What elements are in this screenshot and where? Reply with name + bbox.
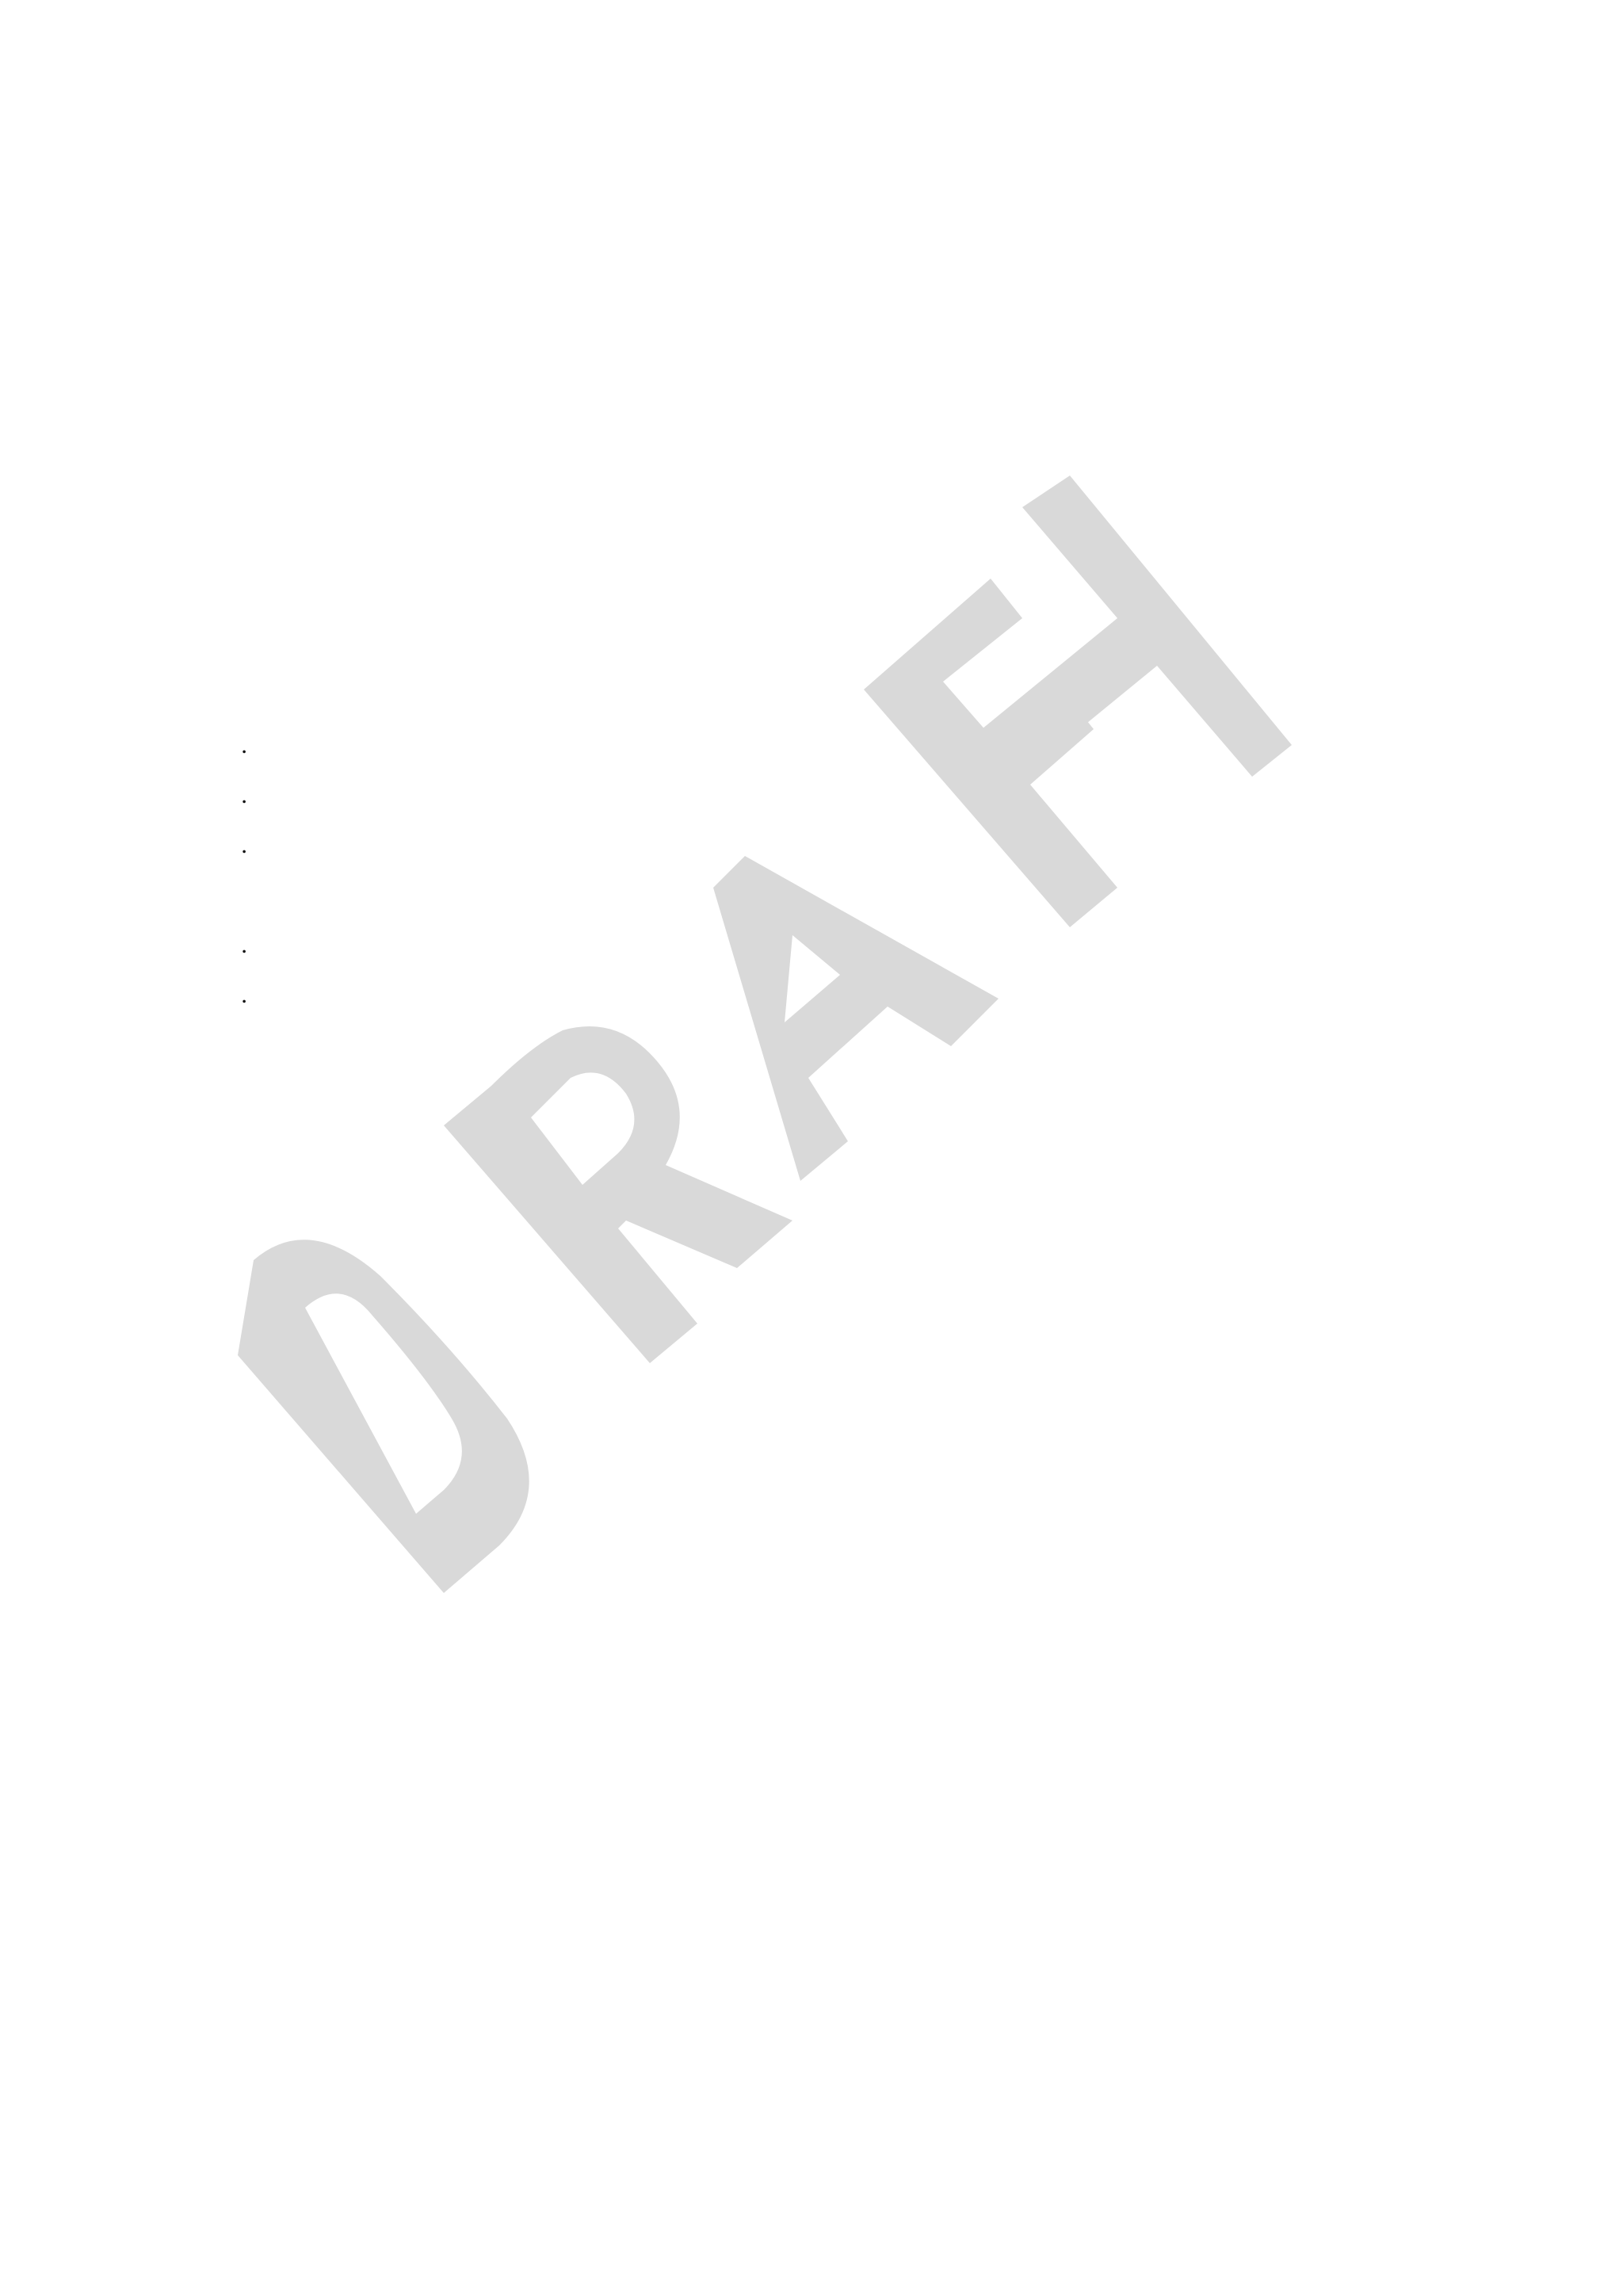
note-invariant-1: .	[242, 930, 248, 958]
note-numeric-comparison: .	[242, 781, 248, 808]
note-string-comparison: .	[242, 731, 248, 758]
note-boolean-comparison: .	[242, 831, 248, 858]
note-invariant-2: .	[242, 980, 248, 1008]
